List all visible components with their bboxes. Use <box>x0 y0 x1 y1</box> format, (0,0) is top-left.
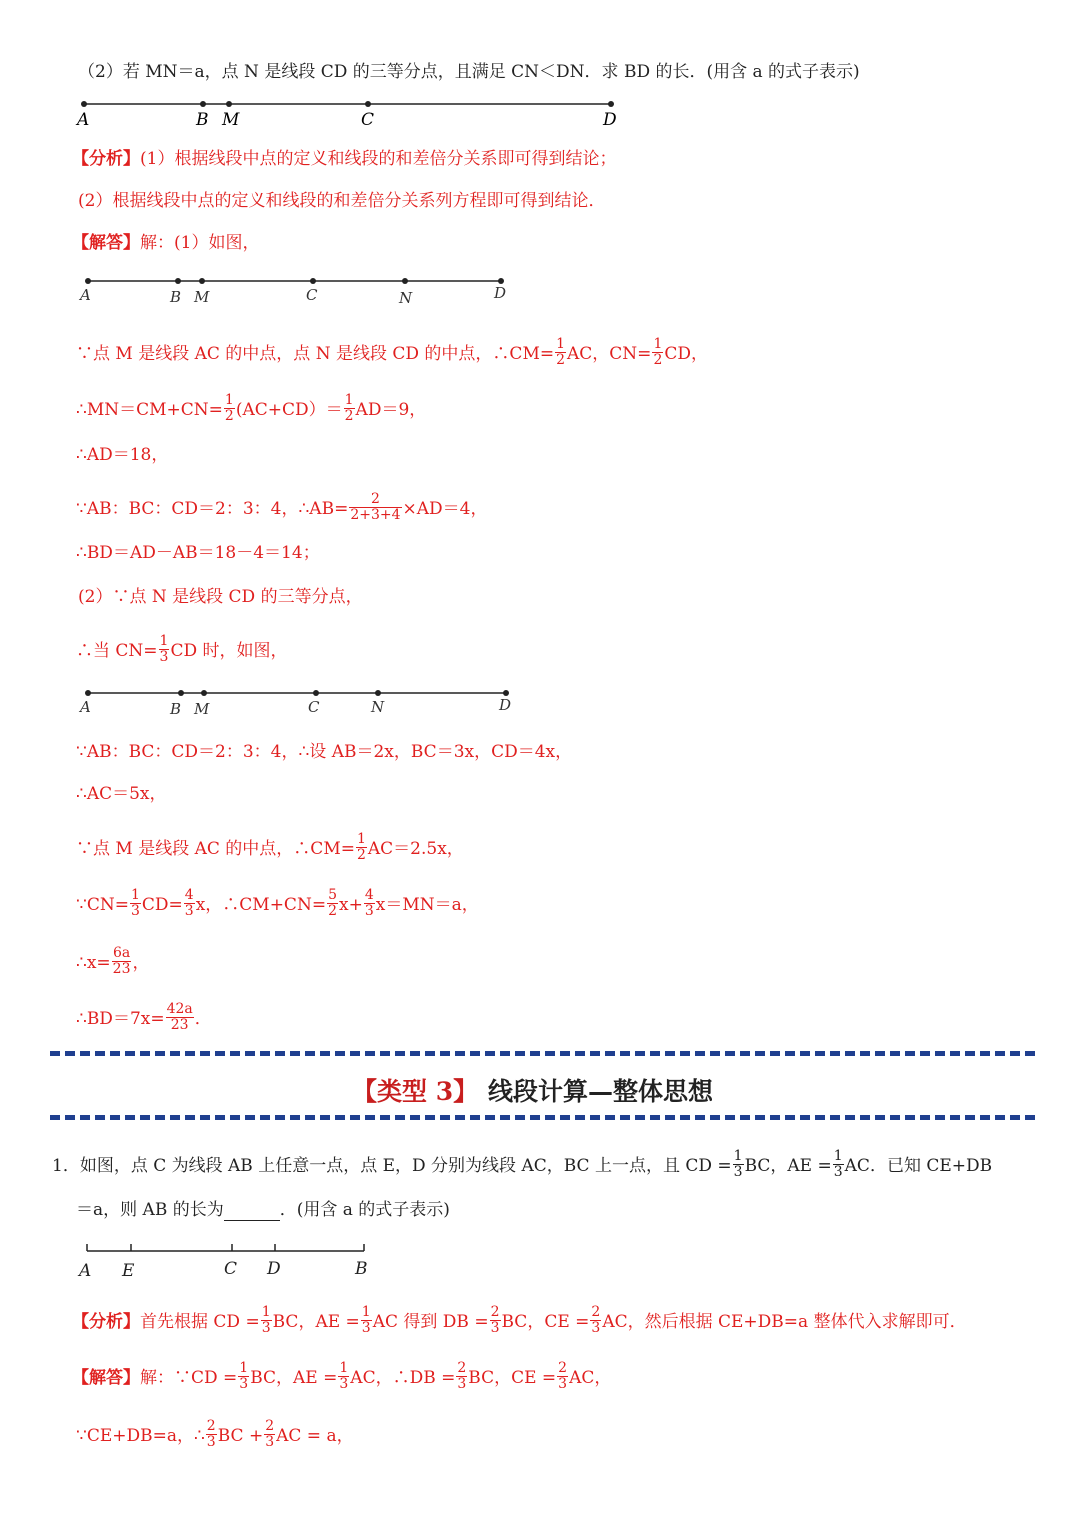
fraction: $\frac{1}{2}$ <box>356 831 366 863</box>
fraction: $\frac{2}{3}$ <box>558 1360 568 1392</box>
part-2-case: ∴当 CN= $\frac{1}{3}$ CD 时，如图， <box>76 633 288 665</box>
section-divider-top <box>50 1051 1035 1056</box>
fraction: $\frac{1}{3}$ <box>130 887 140 919</box>
answer-figure-1 <box>74 272 524 308</box>
step-t1: ∵AB：BC：CD＝2：3：4，∴设 AB＝2x，BC＝3x，CD＝4x， <box>76 742 573 762</box>
fraction: $\frac{42a}{23}$ <box>166 1001 193 1033</box>
label-m: M <box>222 110 240 130</box>
p1-solution: 【解答】解：∵CD = $\frac{1}{3}$ BC，AE = $\frac{1}{3}$ AC，∴DB = $\frac{2}{3}$ BC，CE = $\frac{2}{3}$ AC， <box>72 1360 612 1392</box>
fraction: $\frac{1}{3}$ <box>339 1360 349 1392</box>
fraction: $\frac{1}{2}$ <box>653 336 663 368</box>
p1-label-d: D <box>267 1259 281 1279</box>
step-t5: ∴x= $\frac{6a}{23}$ ， <box>76 945 150 977</box>
fig2-label-c: C <box>308 698 320 716</box>
fig2-label-d: D <box>499 696 512 714</box>
point-c <box>365 101 371 107</box>
label-b: B <box>196 110 209 130</box>
step-1: ∵点 M 是线段 AC 的中点，点 N 是线段 CD 的中点，∴CM= $\frac{1}{2}$ AC，CN= $\frac{1}{2}$ CD， <box>76 336 708 368</box>
answer-figure-2 <box>74 683 524 719</box>
label-d: D <box>603 110 617 130</box>
fraction: $\frac{1}{2}$ <box>344 392 354 424</box>
p1-step-3: ∵CE+DB=a，∴ $\frac{2}{3}$ BC + $\frac{2}{3}$ AC = a， <box>76 1418 354 1450</box>
problem-2-figure <box>70 95 630 131</box>
fraction: $\frac{4}{3}$ <box>184 887 194 919</box>
problem-1-line-2: ＝a，则 AB 的长为 ．(用含 a 的式子表示) <box>76 1200 450 1220</box>
section-divider-bottom <box>50 1115 1035 1120</box>
part-2-start: (2）∵点 N 是线段 CD 的三等分点， <box>78 587 363 607</box>
fraction: $\frac{1}{2}$ <box>224 392 234 424</box>
answer-blank[interactable] <box>224 1204 280 1221</box>
step-t4: ∵CN= $\frac{1}{3}$ CD= $\frac{4}{3}$ x，∴CM+CN= $\frac{5}{2}$ x+ $\frac{4}{3}$ x＝MN＝a， <box>76 887 479 919</box>
point-a <box>81 101 87 107</box>
point-d <box>608 101 614 107</box>
fraction: $\frac{5}{2}$ <box>328 887 337 919</box>
analysis-line-1: 【分析】(1）根据线段中点的定义和线段的和差倍分关系即可得到结论； <box>72 149 617 169</box>
analysis-line-2: (2）根据线段中点的定义和线段的和差倍分关系列方程即可得到结论． <box>78 191 606 211</box>
fraction: $\frac{2}{2+3+4}$ <box>350 491 401 523</box>
fraction: $\frac{1}{3}$ <box>239 1360 249 1392</box>
fig2-label-b: B <box>170 700 182 718</box>
section-title: 线段计算—整体思想 <box>488 1077 714 1106</box>
step-2: ∴MN＝CM+CN= $\frac{1}{2}$ (AC+CD）＝ $\frac{1}{2}$ AD＝9， <box>76 392 427 424</box>
fraction: $\frac{2}{3}$ <box>490 1304 500 1336</box>
point-m <box>226 101 232 107</box>
fraction: $\frac{2}{3}$ <box>457 1360 467 1392</box>
fig1-label-a: A <box>80 286 91 304</box>
problem-2-text: （2）若 MN＝a，点 N 是线段 CD 的三等分点，且满足 CN＜DN．求 BD 的长．(用含 a 的式子表示) <box>78 62 860 82</box>
label-a: A <box>77 110 90 130</box>
fig2-label-n: N <box>371 698 385 716</box>
analysis-tag: 【分析】 <box>72 149 140 169</box>
p1-label-c: C <box>224 1259 238 1279</box>
answer-tag: 【解答】 <box>72 233 140 253</box>
section-tag: 【类型 3】 <box>352 1077 479 1106</box>
answer-intro: 【解答】解：(1）如图， <box>72 233 260 253</box>
step-t2: ∴AC＝5x， <box>76 784 167 804</box>
p1-label-a: A <box>79 1261 92 1280</box>
fig1-label-d: D <box>494 284 507 302</box>
step-t3: ∵点 M 是线段 AC 的中点，∴CM= $\frac{1}{2}$ AC＝2.5x， <box>76 831 464 863</box>
fig1-label-b: B <box>170 288 182 306</box>
fraction: $\frac{1}{3}$ <box>361 1304 371 1336</box>
fig1-label-n: N <box>399 289 413 307</box>
fraction: $\frac{2}{3}$ <box>206 1418 216 1450</box>
fraction: $\frac{1}{3}$ <box>733 1148 743 1180</box>
fig1-label-c: C <box>306 286 318 304</box>
fraction: $\frac{2}{3}$ <box>591 1304 601 1336</box>
fig2-label-a: A <box>80 698 91 716</box>
fraction: $\frac{1}{3}$ <box>833 1148 843 1180</box>
fraction: $\frac{4}{3}$ <box>364 887 374 919</box>
label-c: C <box>361 110 375 130</box>
problem-1-line-1: 1．如图，点 C 为线段 AB 上任意一点，点 E，D 分别为线段 AC，BC 上一点，且 CD = $\frac{1}{3}$ BC，AE = $\frac{1}{3}$ AC．已知 CE+DB <box>52 1148 993 1180</box>
fraction: $\frac{1}{2}$ <box>556 336 566 368</box>
fig1-label-m: M <box>194 288 210 306</box>
fig2-label-m: M <box>194 700 210 718</box>
p1-analysis: 【分析】首先根据 CD = $\frac{1}{3}$ BC，AE = $\frac{1}{3}$ AC 得到 DB = $\frac{2}{3}$ BC，CE = $\frac{2}{3}$ AC，然后根据 CE+DB=a 整体代入求解即可． <box>72 1304 967 1336</box>
fraction: $\frac{2}{3}$ <box>265 1418 275 1450</box>
step-4: ∵AB：BC：CD＝2：3：4，∴AB= $\frac{2}{2+3+4}$ ×AD＝4， <box>76 491 488 523</box>
fraction: $\frac{1}{3}$ <box>159 633 169 665</box>
problem-1-figure <box>74 1238 384 1280</box>
step-5: ∴BD＝AD－AB＝18－4＝14； <box>76 543 320 563</box>
step-3: ∴AD＝18， <box>76 445 169 465</box>
step-t6: ∴BD＝7x= $\frac{42a}{23}$ ． <box>76 1001 212 1033</box>
p1-label-e: E <box>122 1261 135 1280</box>
p1-label-b: B <box>355 1259 368 1279</box>
fraction: $\frac{1}{3}$ <box>261 1304 271 1336</box>
point-b <box>200 101 206 107</box>
fraction: $\frac{6a}{23}$ <box>112 945 131 977</box>
